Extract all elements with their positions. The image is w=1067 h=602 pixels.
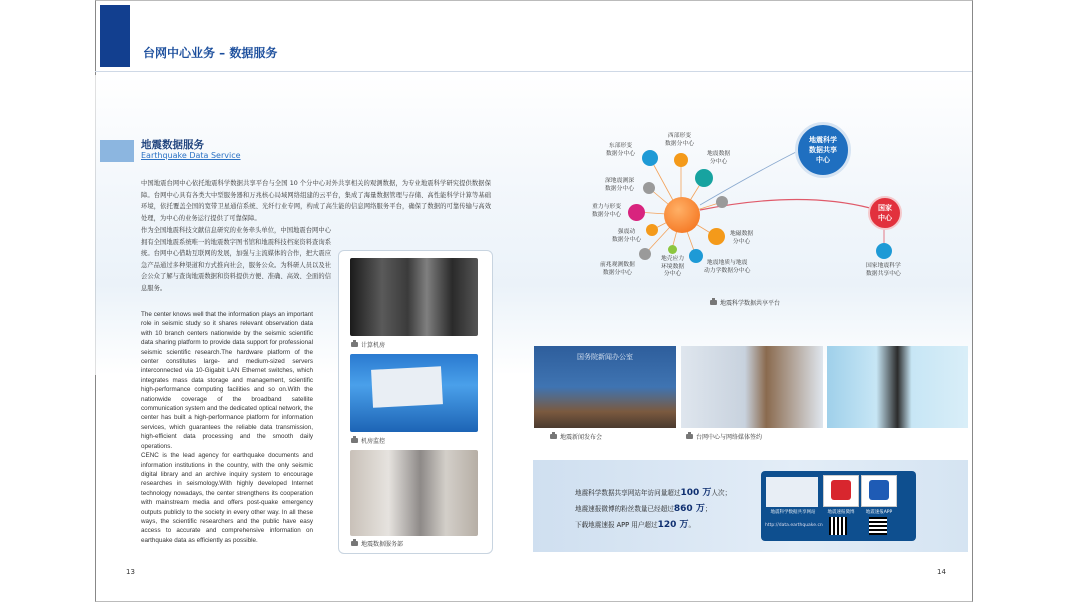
central-hub-node	[664, 197, 700, 233]
node-strong-motion	[646, 224, 658, 236]
press-conference-photo	[534, 346, 676, 428]
caption-text: 地震新闻发布会	[560, 434, 603, 441]
stat-text: 地震科学数据共享网站年访问量超过	[575, 489, 681, 497]
node-seismic-data	[695, 169, 713, 187]
label-west-deformation: 西部形变 数据分中心	[665, 133, 694, 147]
node-precursor	[639, 248, 651, 260]
network-caption	[710, 298, 780, 307]
node-extra	[716, 196, 728, 208]
weibo-icon	[831, 480, 851, 500]
hub-data-sharing-center: 地震科学 数据共享 中心	[795, 122, 851, 178]
caption-text: 地震数据服务部	[361, 541, 404, 548]
section-title: 地震数据服务	[141, 139, 204, 151]
caption-text: 机房监控	[361, 438, 386, 445]
stat-line-app	[575, 517, 695, 530]
chinese-paragraph-1: 中国地震台网中心依托地震科学数据共享平台与全国 10 个分中心对外共享相关的观测数据，为专业地震科学研究提供数据保障。台网中心具有各类大中型服务器和万兆核心局域网络组建的云平台，集成了海量数据管理与存储、高性能科学计算等基础环境，依托覆盖全国的宽带卫星通信系统、光纤行业专网，构成了高生能的信息网络服务平台，确保了数据的可靠传输与高效处理，为中心的业务运行提供了可靠保障。	[141, 180, 491, 222]
caption-text: 地震科学数据共享平台	[720, 300, 781, 307]
website-label: 地震科学数据共享网站	[770, 510, 816, 515]
section-subtitle: Earthquake Data Service	[141, 151, 241, 160]
stat-number: 860 万	[673, 504, 705, 514]
stat-text: 地震速报微博的粉丝数量已经超过	[575, 505, 674, 513]
media-signing-photo	[681, 346, 823, 428]
app-label: 地震速报APP	[865, 510, 893, 515]
website-url: http://data.earthquake.cn	[765, 523, 823, 528]
qr-code-app	[869, 517, 887, 535]
caption-text: 台网中心与网络媒体签约	[696, 434, 763, 441]
app-icon	[869, 480, 889, 500]
label-national-sub: 国家地震科学 数据共享中心	[866, 263, 901, 277]
node-deep-sounding	[643, 182, 655, 194]
camera-icon	[550, 434, 557, 439]
node-geomagnetic	[708, 228, 725, 245]
photo-caption-signing	[686, 432, 762, 441]
camera-icon	[686, 434, 693, 439]
app-promo-box	[761, 471, 916, 541]
page-number-right: 14	[937, 568, 946, 576]
partner-photo	[827, 346, 968, 428]
label-seismic-data: 地震数据 分中心	[707, 151, 731, 165]
label-crustal-stress: 地壳应力 环境数据 分中心	[661, 256, 685, 277]
qr-code-weibo	[829, 517, 847, 535]
stat-text: ；	[704, 505, 712, 513]
stat-line-visits	[575, 485, 731, 498]
label-strong-motion: 强震动 数据分中心	[612, 229, 641, 243]
stat-number: 100 万	[680, 488, 712, 498]
website-thumbnail	[766, 477, 818, 507]
english-paragraph: The center knows well that the information plays an important role in seismic study so it shares relevant observation data with 10 branch centers nationwide by the seismic scientific data sharing platform to provide data support for professional seismic scientific research.The hardware platform of the center constitutes large- and medium-sized servers interconnected via 10-Gigabit LAN Ethernet switches, which integrates mass data storage and management, scientific high-performance computing facilities and so on.With the nationwide coverage of the broadband satellite communication system and the dedicated optical network, the center has built a high-performance platform for information services, which guarantees the reliable data transmission, high-efficient data processing and the smooth daily operations. CENC is the lead agency for earthquake documents and information institutions in the country, with the only seismic digital library and an archive inquiry system to encourage researches in seismology.With highly developed Internet technology nowadays, the center strengthens its cooperation with mainstream media and offers post-quake emergency outputs publicly to the society in every other way. In all these ways, the scientific researchers and the public have easy access to accurate and comprehensive information on earthquake data as efficiently as possible.	[141, 311, 313, 544]
label-deep-sounding: 深地震测深 数据分中心	[605, 178, 634, 192]
stat-line-weibo	[575, 501, 711, 514]
stat-text: 人次；	[711, 489, 732, 497]
label-precursor: 前兆观测数据 数据分中心	[600, 262, 635, 276]
node-gravity	[628, 204, 645, 221]
camera-icon	[710, 300, 717, 305]
node-geology-dynamics	[689, 249, 703, 263]
national-sub-node	[876, 243, 892, 259]
page-title: 台网中心业务 – 数据服务	[143, 46, 278, 60]
stat-text: 。	[688, 521, 696, 529]
photo-caption-press	[550, 432, 602, 441]
weibo-logo	[823, 475, 859, 507]
photo-sign-text: 国务院新闻办公室	[577, 353, 633, 361]
page-number-left: 13	[126, 568, 135, 576]
node-crustal-stress	[668, 245, 677, 254]
label-east-deformation: 东部形变 数据分中心	[606, 143, 635, 157]
stat-text: 下载地震速报 APP 用户超过	[575, 521, 658, 529]
node-west-deformation	[674, 153, 688, 167]
caption-text: 计算机房	[361, 342, 386, 349]
node-east-deformation	[642, 150, 658, 166]
app-logo	[861, 475, 897, 507]
label-geomagnetic: 地磁数据 分中心	[730, 231, 754, 245]
label-gravity: 重力与形变 数据分中心	[592, 204, 621, 218]
chinese-paragraph-2-text: 作为全国地震科技文献信息研究的业务牵头单位，中国地震台网中心拥有全国地震系统唯一的地震数字图书馆和地震科技档案资料查询系统。台网中心借助互联网的发展，加强与主流媒体的合作，把大震应急产品通过多种渠道和方式推向社会，服务公众。为科研人员以及社会公众了解与查询地震数据和资料提供方便、准确、高效、全面的信息服务。	[141, 227, 331, 292]
weibo-label: 地震速报微博	[827, 510, 855, 515]
label-geology-dynamics: 地震地质与地震 动力学数据分中心	[704, 260, 751, 274]
stat-number: 120 万	[657, 520, 689, 530]
national-center-node: 国家 中心	[868, 196, 902, 230]
